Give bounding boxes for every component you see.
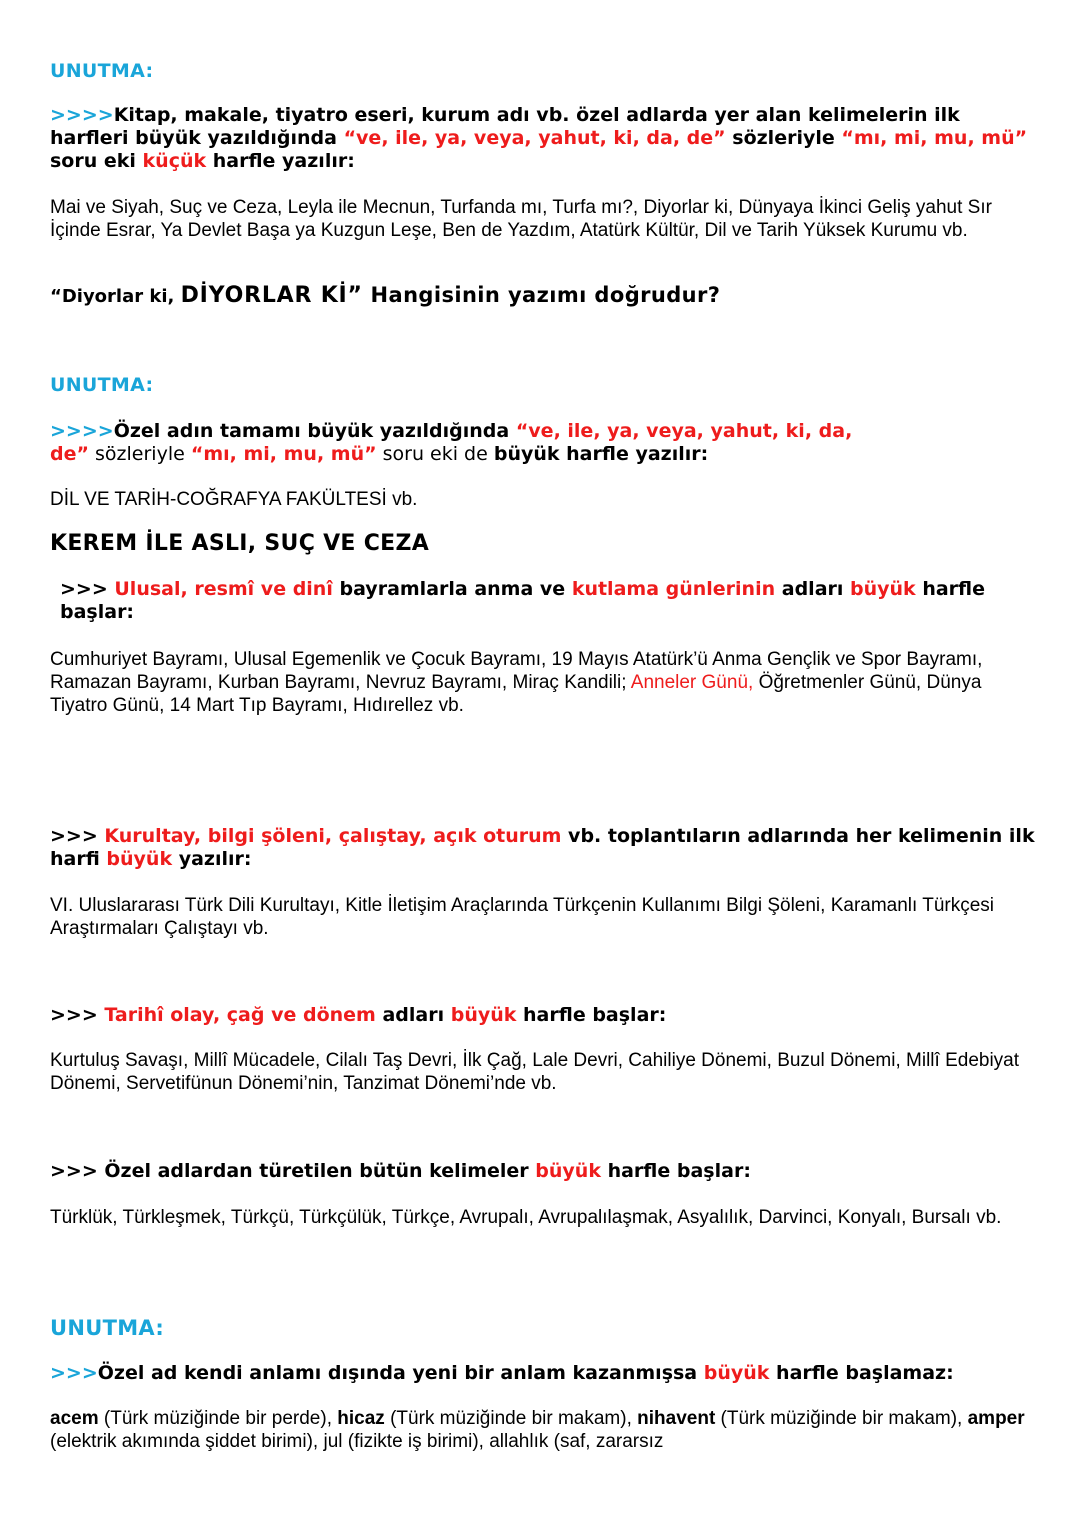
example-paragraph-3 xyxy=(50,648,1035,717)
term-definition: (Türk müziğinde bir perde), xyxy=(98,1408,338,1429)
highlight-text: kutlama günlerinin xyxy=(571,578,776,600)
highlight-text: büyük xyxy=(450,1004,517,1026)
rule-paragraph-2 xyxy=(50,420,880,466)
rule-text: adları xyxy=(775,578,851,600)
rule-text: vb. toplantıların adlarında her kelimenin ilk harfi xyxy=(50,825,1035,870)
term-definition: (Türk müziğinde bir makam), xyxy=(715,1408,968,1429)
highlight-text: küçük xyxy=(142,150,207,172)
rule-text: yazılır: xyxy=(172,848,252,870)
example-paragraph-6: Türklük, Türkleşmek, Türkçü, Türkçülük, Türkçe, Avrupalı, Avrupalılaşmak, Asyalılık, Darvinci, Konyalı, Bursalı vb. xyxy=(50,1207,1002,1228)
term-word: amper xyxy=(967,1408,1025,1429)
question-line xyxy=(50,283,1035,308)
example-paragraph-7 xyxy=(50,1407,1035,1453)
highlight-text: “ve, ile, ya, veya, yahut, ki, da, de” xyxy=(50,420,853,465)
arrow-marker: >>>> xyxy=(50,104,114,126)
highlight-text: “mı, mi, mu, mü” xyxy=(841,127,1028,149)
rule-paragraph-6 xyxy=(50,1160,1035,1183)
highlight-text: büyük xyxy=(850,578,916,600)
rule-text: harfle başlar: xyxy=(516,1004,667,1026)
rule-text: büyük harfle yazılır: xyxy=(493,443,709,465)
example-uppercase-title: KEREM İLE ASLI, SUÇ VE CEZA xyxy=(50,531,430,556)
highlight-text: büyük xyxy=(535,1160,601,1182)
example-paragraph-5: Kurtuluş Savaşı, Millî Mücadele, Cilalı Taş Devri, İlk Çağ, Lale Devri, Cahiliye Dönemi, Buzul Dönemi, Millî Edebiyat Dönemi, Servetifünun Dönemi’nin, Tanzimat Dönemi’nde vb. xyxy=(50,1050,1020,1094)
term-word: acem xyxy=(50,1408,99,1429)
arrow-marker: >>>> xyxy=(50,420,114,442)
example-text: Cumhuriyet Bayramı, Ulusal Egemenlik ve Çocuk Bayramı, 19 Mayıs Atatürk’ü Anma Gençlik ve Spor Bayramı, Ramazan Bayramı, Kurban Bayramı, Nevruz Bayramı, Miraç Kandili; xyxy=(50,649,983,693)
section-heading-unutma-1: UNUTMA: xyxy=(50,60,154,82)
rule-text: Özel adın tamamı büyük yazıldığında xyxy=(113,420,516,442)
rule-text: soru eki xyxy=(50,150,143,172)
arrow-marker: >>> xyxy=(50,1004,105,1026)
question-text: “Diyorlar ki, xyxy=(50,286,181,307)
rule-text: Özel adlardan türetilen bütün kelimeler xyxy=(104,1160,536,1182)
highlight-text: Anneler Günü, xyxy=(630,672,754,693)
rule-text: bayramlarla anma ve xyxy=(332,578,572,600)
term-word: hicaz xyxy=(337,1408,385,1429)
rule-text: adları xyxy=(375,1004,451,1026)
rule-text: harfle başlar: xyxy=(600,1160,751,1182)
rule-text: sözleriyle xyxy=(725,127,842,149)
highlight-text: “ve, ile, ya, veya, yahut, ki, da, de” xyxy=(343,127,726,149)
rule-text: sözleriyle xyxy=(88,443,191,465)
example-paragraph-4: VI. Uluslararası Türk Dili Kurultayı, Kitle İletişim Araçlarında Türkçenin Kullanımı Bilgi Şöleni, Karamanlı Türkçesi Araştırmaları Çalıştayı vb. xyxy=(50,895,995,939)
rule-paragraph-3 xyxy=(60,578,1035,624)
section-heading-unutma-2: UNUTMA: xyxy=(50,374,154,396)
rule-text: harfle yazılır: xyxy=(206,150,355,172)
term-definition: (Türk müziğinde bir makam), xyxy=(384,1408,638,1429)
rule-text: soru eki de xyxy=(376,443,494,465)
arrow-marker: >>> xyxy=(60,578,115,600)
example-paragraph-2: DİL VE TARİH-COĞRAFYA FAKÜLTESİ vb. xyxy=(50,489,418,510)
rule-paragraph-4 xyxy=(50,825,1035,871)
term-definition: (elektrik akımında şiddet birimi), jul (fizikte iş birimi), allahlık (saf, zararsız xyxy=(50,1431,664,1452)
rule-paragraph-1 xyxy=(50,104,1035,173)
example-text: Öğretmenler Günü, Dünya Tiyatro Günü, 14 Mart Tıp Bayramı, Hıdırellez vb. xyxy=(50,672,982,716)
question-text-upper: DİYORLAR Kİ” xyxy=(180,283,363,308)
question-text: Hangisinin yazımı doğrudur? xyxy=(362,283,721,307)
highlight-text: “mı, mi, mu, mü” xyxy=(190,443,377,465)
highlight-text: Ulusal, resmî ve dinî xyxy=(114,578,333,600)
arrow-marker: >>> xyxy=(50,1160,105,1182)
rule-text: Kitap, makale, tiyatro eseri, kurum adı vb. özel adlarda yer alan kelimelerin ilk harfleri büyük yazıldığında xyxy=(50,104,960,149)
rule-paragraph-5 xyxy=(50,1004,1035,1027)
section-heading-unutma-3: UNUTMA: xyxy=(50,1316,165,1340)
rule-text: harfle başlar: xyxy=(60,578,986,623)
example-paragraph-1: Mai ve Siyah, Suç ve Ceza, Leyla ile Mecnun, Turfanda mı, Turfa mı?, Diyorlar ki, Dünyaya İkinci Geliş yahut Sır İçinde Esrar, Ya Devlet Başa ya Kuzgun Leşe, Ben de Yazdım, Atatürk Kültür, Dil ve Tarih Yüksek Kurumu vb. xyxy=(50,197,992,241)
highlight-text: büyük xyxy=(106,848,173,870)
rule-paragraph-7 xyxy=(50,1362,1035,1385)
rule-text: Özel ad kendi anlamı dışında yeni bir anlam kazanmışsa xyxy=(97,1362,704,1384)
arrow-marker: >>> xyxy=(50,1362,98,1384)
highlight-text: Kurultay, bilgi şöleni, çalıştay, açık oturum xyxy=(104,825,562,847)
rule-text: harfle başlamaz: xyxy=(769,1362,954,1384)
highlight-text: Tarihî olay, çağ ve dönem xyxy=(104,1004,376,1026)
highlight-text: büyük xyxy=(703,1362,770,1384)
arrow-marker: >>> xyxy=(50,825,105,847)
term-word: nihavent xyxy=(637,1408,716,1429)
